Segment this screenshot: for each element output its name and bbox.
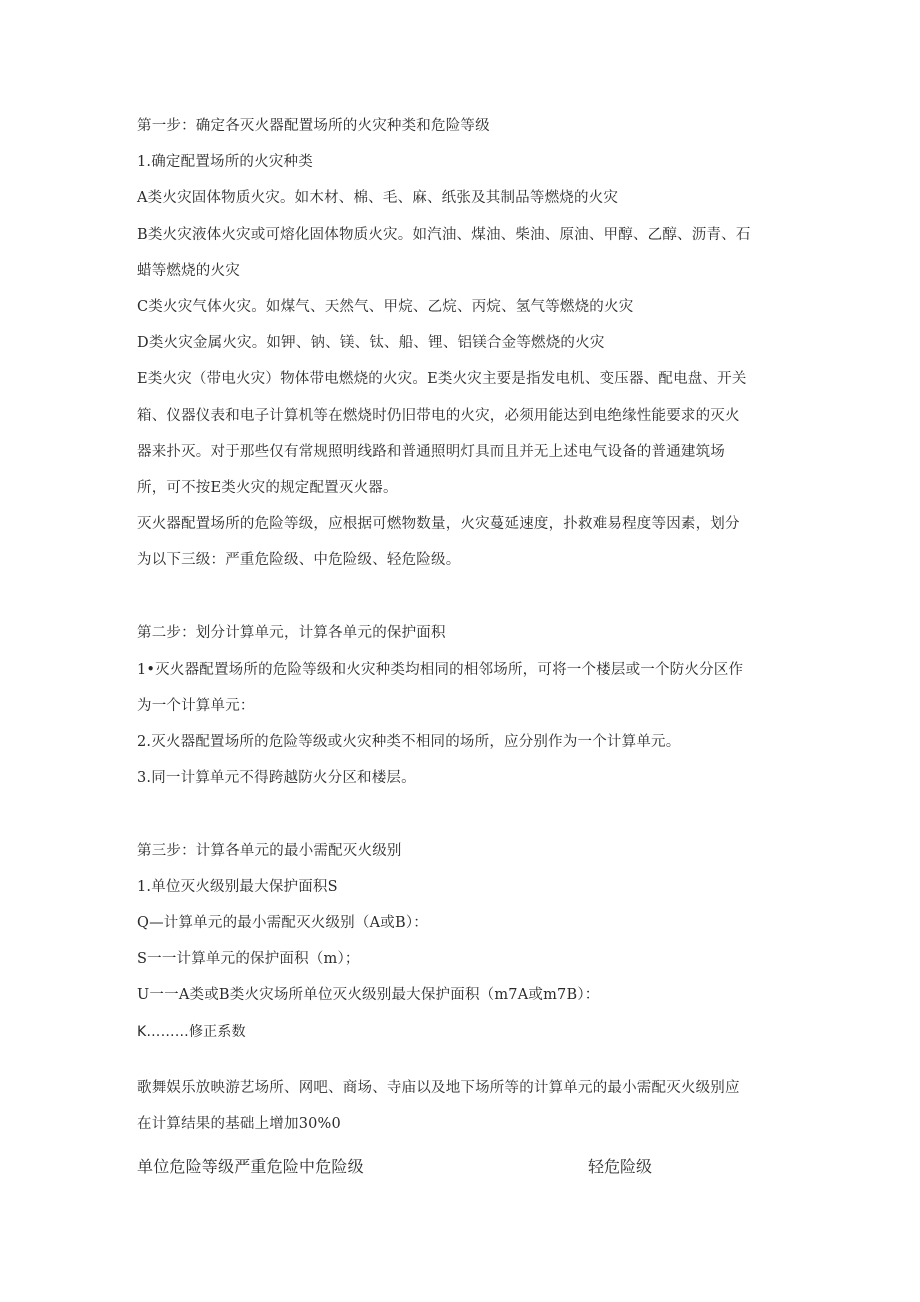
step2-item2: 2.灭火器配置场所的危险等级或火灾种类不相同的场所，应分别作为一个计算单元。 [137, 734, 681, 750]
class-d-line: D类火灾金属火灾。如钾、钠、镁、钛、船、锂、铝镁合金等燃烧的火灾 [137, 335, 605, 351]
class-e-line-3: 器来扑灭。对于那些仅有常规照明线路和普通照明灯具而且并无上述电气设备的普通建筑场 [137, 444, 725, 460]
step2-item3: 3.同一计算单元不得跨越防火分区和楼层。 [137, 770, 416, 786]
class-b-line-2: 蜡等燃烧的火灾 [137, 263, 240, 279]
note-line-2: 在计算结果的基础上增加30%0 [137, 1116, 341, 1132]
definition-k: K………修正系数 [137, 1024, 246, 1040]
step3-heading: 第三步：计算各单元的最小需配灭火级别 [137, 843, 402, 859]
definition-s: S一一计算单元的保护面积（m）； [137, 951, 360, 967]
hazard-line-2: 为以下三级：严重危险级、中危险级、轻危险级。 [137, 552, 461, 568]
class-a-line: A类火灾固体物质火灾。如木材、棉、毛、麻、纸张及其制品等燃烧的火灾 [137, 190, 619, 206]
table-header: 单位危险等级严重危险中危险级 [137, 1157, 364, 1176]
note-line-1: 歌舞娱乐放映游艺场所、网吧、商场、寺庙以及地下场所等的计算单元的最小需配灭火级别应 [137, 1080, 740, 1096]
step1-subheading: 1.确定配置场所的火灾种类 [137, 154, 313, 170]
step2-item1-line-2: 为一个计算单元： [137, 698, 255, 714]
definition-q: Q—计算单元的最小需配灭火级别（A或B）： [137, 915, 428, 931]
class-e-line-1: E类火灾（带电火灾）物体带电燃烧的火灾。E类火灾主要是指发电机、变压器、配电盘、开关 [137, 371, 747, 387]
table-header-light-hazard: 轻危险级 [588, 1157, 653, 1176]
step3-subheading: 1.单位灭火级别最大保护面积S [137, 879, 338, 895]
step2-heading: 第二步：划分计算单元，计算各单元的保护面积 [137, 625, 446, 641]
hazard-line-1: 灭火器配置场所的危险等级，应根据可燃物数量，火灾蔓延速度，扑救难易程度等因素，划分 [137, 516, 740, 532]
step2-item1-line-1: 1•灭火器配置场所的危险等级和火灾种类均相同的相邻场所，可将一个楼层或一个防火分区作 [137, 662, 744, 678]
class-b-line-1: B类火灾液体火灾或可熔化固体物质火灾。如汽油、煤油、柴油、原油、甲醇、乙醇、沥青、石 [137, 227, 751, 243]
class-e-line-4: 所，可不按E类火灾的规定配置灭火器。 [137, 480, 398, 496]
definition-u: U一一A类或B类火灾场所单位灭火级别最大保护面积（m7A或m7B）： [137, 987, 600, 1003]
step1-heading: 第一步：确定各灭火器配置场所的火灾种类和危险等级 [137, 118, 490, 134]
class-c-line: C类火灾气体火灾。如煤气、天然气、甲烷、乙烷、丙烷、氢气等燃烧的火灾 [137, 299, 634, 315]
class-e-line-2: 箱、仪器仪表和电子计算机等在燃烧时仍旧带电的火灾，必须用能达到电绝缘性能要求的灭火 [137, 408, 740, 424]
